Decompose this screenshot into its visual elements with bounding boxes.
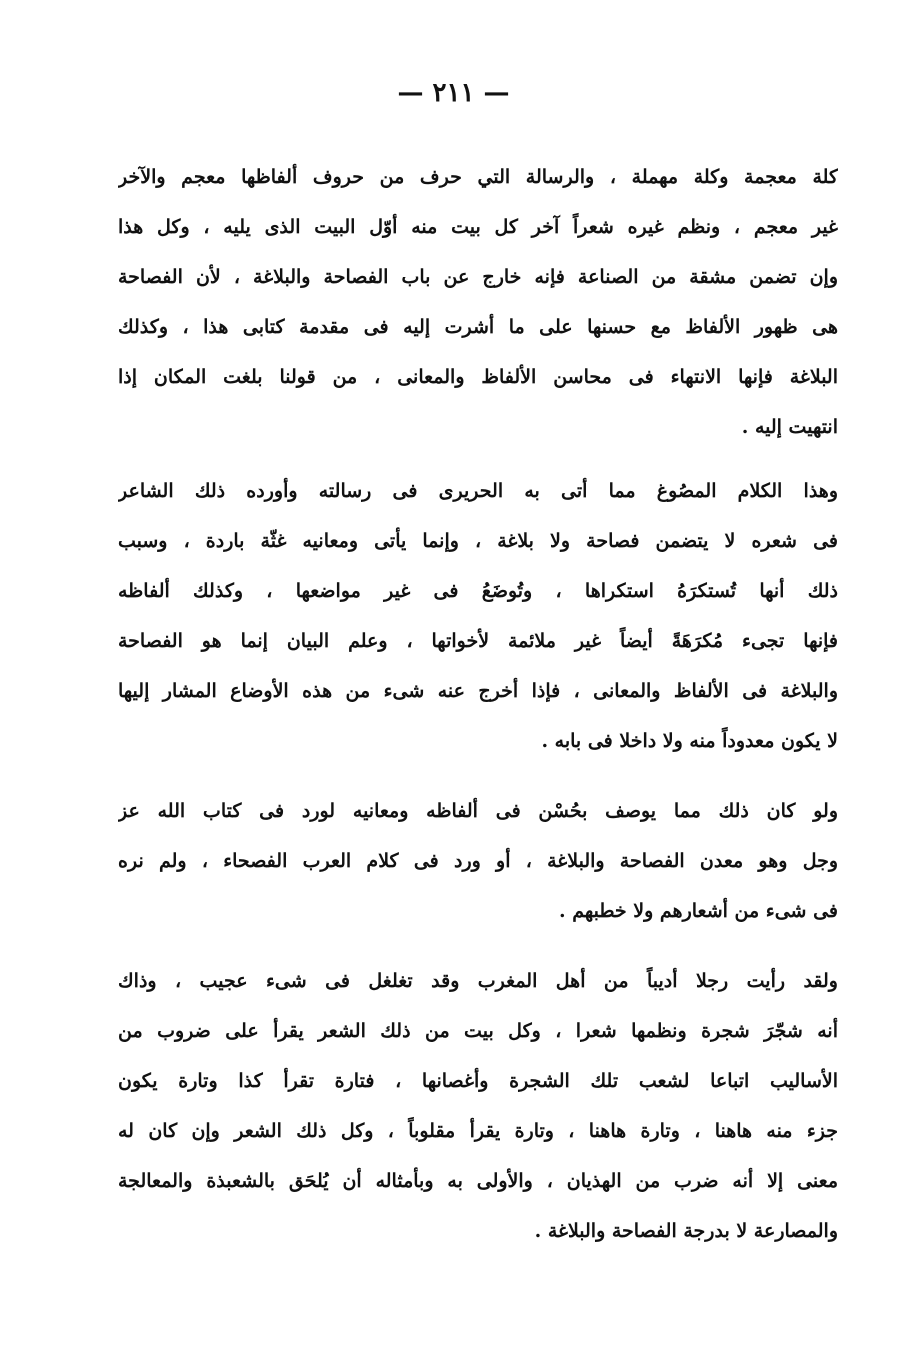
paragraph-4: [118, 956, 838, 1256]
paragraph-line: ولو كان ذلك مما يوصف بحُسْن فى ألفاظه ومعانيه لورد فى كتاب الله عز: [118, 800, 838, 822]
paragraph-line: جزء منه هاهنا ، وتارة هاهنا ، وتارة يقرأ مقلوباً ، وكل ذلك الشعر وإن كان له: [118, 1120, 838, 1142]
paragraph-line: الأساليب اتباعا لشعب تلك الشجرة وأغصانها ، فتارة تقرأ كذا وتارة يكون: [118, 1070, 838, 1092]
paragraph-line: فإنها تجىء مُكرَهَةً أيضاً غير ملائمة لأخواتها ، وعلم البيان إنما هو الفصاحة: [118, 630, 838, 652]
paragraph-line: البلاغة فإنها الانتهاء فى محاسن الألفاظ والمعانى ، من قولنا بلغت المكان إذا: [118, 366, 838, 388]
page-number: — ٢١١ —: [397, 78, 510, 108]
paragraph-2: [118, 466, 838, 766]
paragraph-line: غير معجم ، ونظم غيره شعراً آخر كل بيت منه أوّل البيت الذى يليه ، وكل هذا: [118, 216, 838, 238]
paragraph-line: انتهيت إليه .: [741, 416, 838, 438]
paragraph-line: وجل وهو معدن الفصاحة والبلاغة ، أو ورد فى كلام العرب الفصحاء ، ولم نره: [118, 850, 838, 872]
paragraph-1: [118, 152, 838, 452]
paragraph-line: كلة معجمة وكلة مهملة ، والرسالة التي حرف من حروف ألفاظها معجم والآخر: [118, 166, 838, 188]
paragraph-line: لا يكون معدوداً منه ولا داخلا فى بابه .: [541, 730, 838, 752]
paragraph-line: هى ظهور الألفاظ مع حسنها على ما أشرت إليه فى مقدمة كتابى هذا ، وكذلك: [118, 316, 838, 338]
paragraph-line: ذلك أنها تُستكرَهُ استكراها ، وتُوضَعُ فى غير مواضعها ، وكذلك ألفاظه: [118, 580, 838, 602]
paragraph-3: [118, 786, 838, 936]
paragraph-line: فى شعره لا يتضمن فصاحة ولا بلاغة ، وإنما يأتى ومعانيه غثّة باردة ، وسبب: [118, 530, 838, 552]
paragraph-line: معنى إلا أنه ضرب من الهذيان ، والأولى به وبأمثاله أن يُلحَق بالشعبذة والمعالجة: [118, 1170, 838, 1192]
paragraph-line: وإن تضمن مشقة من الصناعة فإنه خارج عن باب الفصاحة والبلاغة ، لأن الفصاحة: [118, 266, 838, 288]
paragraph-line: والبلاغة فى الألفاظ والمعانى ، فإذا أخرج عنه شىء من هذه الأوضاع المشار إليها: [118, 680, 838, 702]
paragraph-line: والمصارعة لا بدرجة الفصاحة والبلاغة .: [534, 1220, 838, 1242]
paragraph-line: فى شىء من أشعارهم ولا خطبهم .: [558, 900, 838, 922]
paragraph-line: وهذا الكلام المصُوغ مما أتى به الحريرى فى رسالته وأورده ذلك الشاعر: [118, 480, 838, 502]
paragraph-line: ولقد رأيت رجلا أديباً من أهل المغرب وقد تغلغل فى شىء عجيب ، وذاك: [118, 970, 838, 992]
paragraph-line: أنه شجّرَ شجرة ونظمها شعرا ، وكل بيت من ذلك الشعر يقرأ على ضروب من: [118, 1020, 838, 1042]
